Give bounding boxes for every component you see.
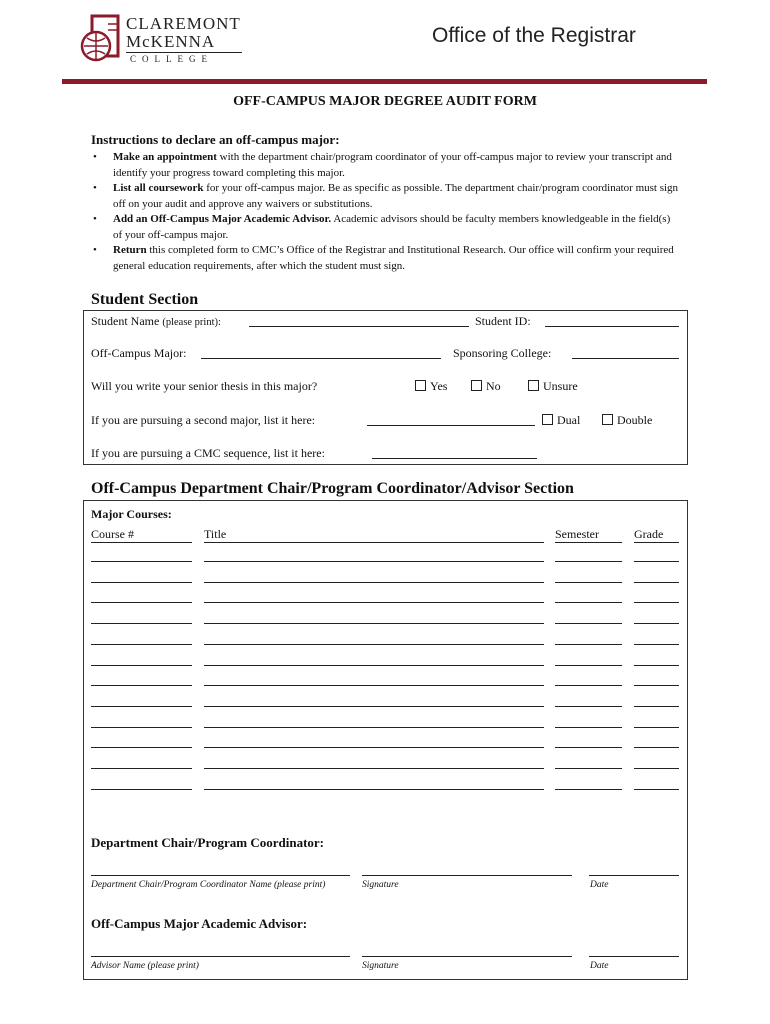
course-semester-field[interactable] <box>555 706 622 707</box>
instruction-text: for your off-campus major. Be as specific as possible. The department chair/program coordinator must sign off on your audit and approve any waivers or substitutions. <box>113 182 679 210</box>
column-grade: Grade <box>634 527 679 543</box>
course-title-field[interactable] <box>204 706 544 707</box>
course-number-field[interactable] <box>91 789 192 790</box>
course-semester-field[interactable] <box>555 602 622 603</box>
course-grade-field[interactable] <box>634 623 679 624</box>
instruction-text: Academic advisors should be faculty members knowledgeable in the field(s) of your off-campus major. <box>113 213 671 241</box>
course-semester-field[interactable] <box>555 768 622 769</box>
sequence-field[interactable] <box>372 446 537 459</box>
advisor-signature-label: Signature <box>362 961 399 971</box>
course-title-field[interactable] <box>204 561 544 562</box>
course-grade-field[interactable] <box>634 685 679 686</box>
thesis-question: Will you write your senior thesis in this major? <box>91 379 318 393</box>
sponsoring-college-label: Sponsoring College: <box>453 346 552 360</box>
course-grade-field[interactable] <box>634 665 679 666</box>
chair-heading: Department Chair/Program Coordinator: <box>91 835 324 850</box>
course-number-field[interactable] <box>91 768 192 769</box>
course-grade-field[interactable] <box>634 602 679 603</box>
student-name-field[interactable] <box>249 314 469 327</box>
course-semester-field[interactable] <box>555 644 622 645</box>
second-major-option-dual[interactable] <box>542 413 580 428</box>
course-title-field[interactable] <box>204 789 544 790</box>
course-title-field[interactable] <box>204 685 544 686</box>
instruction-item <box>91 181 681 212</box>
course-semester-field[interactable] <box>555 623 622 624</box>
column-title: Title <box>204 527 544 543</box>
course-grade-field[interactable] <box>634 582 679 583</box>
column-course-number: Course # <box>91 527 192 543</box>
course-number-field[interactable] <box>91 582 192 583</box>
logo-line-3: COLLEGE <box>130 54 213 64</box>
course-semester-field[interactable] <box>555 789 622 790</box>
student-name-row <box>91 314 221 329</box>
course-number-field[interactable] <box>91 561 192 562</box>
off-campus-major-label: Off-Campus Major: <box>91 346 187 360</box>
column-semester: Semester <box>555 527 622 543</box>
course-semester-field[interactable] <box>555 727 622 728</box>
off-campus-major-field[interactable] <box>201 346 441 359</box>
course-title-field[interactable] <box>204 623 544 624</box>
course-number-field[interactable] <box>91 706 192 707</box>
college-logo <box>78 12 248 68</box>
course-number-field[interactable] <box>91 602 192 603</box>
advisor-name-field[interactable] <box>91 956 350 957</box>
course-number-field[interactable] <box>91 623 192 624</box>
instruction-item <box>91 212 681 243</box>
student-section-heading: Student Section <box>91 291 199 308</box>
second-major-label: If you are pursuing a second major, list it here: <box>91 413 316 427</box>
instruction-text: with the department chair/program coordinator of your off-campus major to review your transcript and identify your progress toward completing this major. <box>113 151 672 179</box>
checkbox-icon <box>471 380 482 391</box>
student-id-label: Student ID: <box>475 314 531 328</box>
second-major-option-label: Dual <box>557 413 581 427</box>
advisor-section-heading: Off-Campus Department Chair/Program Coordinator/Advisor Section <box>91 480 574 497</box>
course-title-field[interactable] <box>204 644 544 645</box>
chair-name-field[interactable] <box>91 875 350 876</box>
course-grade-field[interactable] <box>634 561 679 562</box>
student-name-label: Student Name <box>91 314 160 328</box>
thesis-option-label: Yes <box>430 379 448 393</box>
course-semester-field[interactable] <box>555 582 622 583</box>
major-courses-label: Major Courses: <box>91 507 172 521</box>
course-grade-field[interactable] <box>634 644 679 645</box>
course-grade-field[interactable] <box>634 706 679 707</box>
advisor-name-label: Advisor Name (please print) <box>91 961 199 971</box>
course-semester-field[interactable] <box>555 665 622 666</box>
college-crest-icon <box>78 14 124 66</box>
instruction-bold: Make an appointment <box>113 151 217 163</box>
thesis-option-unsure[interactable] <box>528 379 578 394</box>
instruction-text: this completed form to CMC’s Office of the Registrar and Institutional Research. Our office will confirm your required general education requirements, after which the student must sign. <box>113 244 674 272</box>
course-title-field[interactable] <box>204 665 544 666</box>
advisor-date-field[interactable] <box>589 956 679 957</box>
second-major-option-label: Double <box>617 413 653 427</box>
course-semester-field[interactable] <box>555 685 622 686</box>
course-number-field[interactable] <box>91 685 192 686</box>
advisor-heading: Off-Campus Major Academic Advisor: <box>91 916 308 931</box>
student-id-field[interactable] <box>545 314 679 327</box>
course-semester-field[interactable] <box>555 561 622 562</box>
course-title-field[interactable] <box>204 602 544 603</box>
logo-line-2: McKENNA <box>126 32 216 51</box>
course-number-field[interactable] <box>91 665 192 666</box>
course-grade-field[interactable] <box>634 789 679 790</box>
thesis-option-label: No <box>486 379 501 393</box>
logo-rule <box>126 52 242 53</box>
instruction-bold: Add an Off-Campus Major Academic Advisor. <box>113 213 332 225</box>
chair-signature-label: Signature <box>362 880 399 890</box>
advisor-signature-field[interactable] <box>362 956 572 957</box>
course-number-field[interactable] <box>91 644 192 645</box>
checkbox-icon <box>528 380 539 391</box>
checkbox-icon <box>602 414 613 425</box>
instruction-item <box>91 243 681 274</box>
course-title-field[interactable] <box>204 727 544 728</box>
chair-name-label: Department Chair/Program Coordinator Name (please print) <box>91 880 326 890</box>
instructions-heading: Instructions to declare an off-campus major: <box>91 132 340 147</box>
chair-date-field[interactable] <box>589 875 679 876</box>
second-major-field[interactable] <box>367 413 535 426</box>
advisor-date-label: Date <box>590 961 609 971</box>
second-major-option-double[interactable] <box>602 413 652 428</box>
course-title-field[interactable] <box>204 768 544 769</box>
course-title-field[interactable] <box>204 582 544 583</box>
checkbox-icon <box>542 414 553 425</box>
course-grade-field[interactable] <box>634 727 679 728</box>
advisor-section-box <box>83 500 688 980</box>
instruction-bold: List all coursework <box>113 182 204 194</box>
sponsoring-college-field[interactable] <box>572 346 679 359</box>
instruction-item <box>91 150 681 181</box>
thesis-option-label: Unsure <box>543 379 578 393</box>
thesis-option-no[interactable] <box>471 379 501 394</box>
sequence-label: If you are pursuing a CMC sequence, list it here: <box>91 446 325 460</box>
form-title: OFF-CAMPUS MAJOR DEGREE AUDIT FORM <box>233 94 537 109</box>
instruction-bold: Return <box>113 244 147 256</box>
course-grade-field[interactable] <box>634 768 679 769</box>
student-name-hint: (please print): <box>162 317 221 328</box>
course-number-field[interactable] <box>91 727 192 728</box>
checkbox-icon <box>415 380 426 391</box>
course-grade-field[interactable] <box>634 747 679 748</box>
chair-date-label: Date <box>590 880 609 890</box>
course-semester-field[interactable] <box>555 747 622 748</box>
course-number-field[interactable] <box>91 747 192 748</box>
thesis-option-yes[interactable] <box>415 379 447 394</box>
course-title-field[interactable] <box>204 747 544 748</box>
header-divider <box>62 79 707 84</box>
logo-line-1: CLAREMONT <box>126 14 241 33</box>
office-title: Office of the Registrar <box>432 24 636 47</box>
instructions-list <box>91 150 681 274</box>
chair-signature-field[interactable] <box>362 875 572 876</box>
